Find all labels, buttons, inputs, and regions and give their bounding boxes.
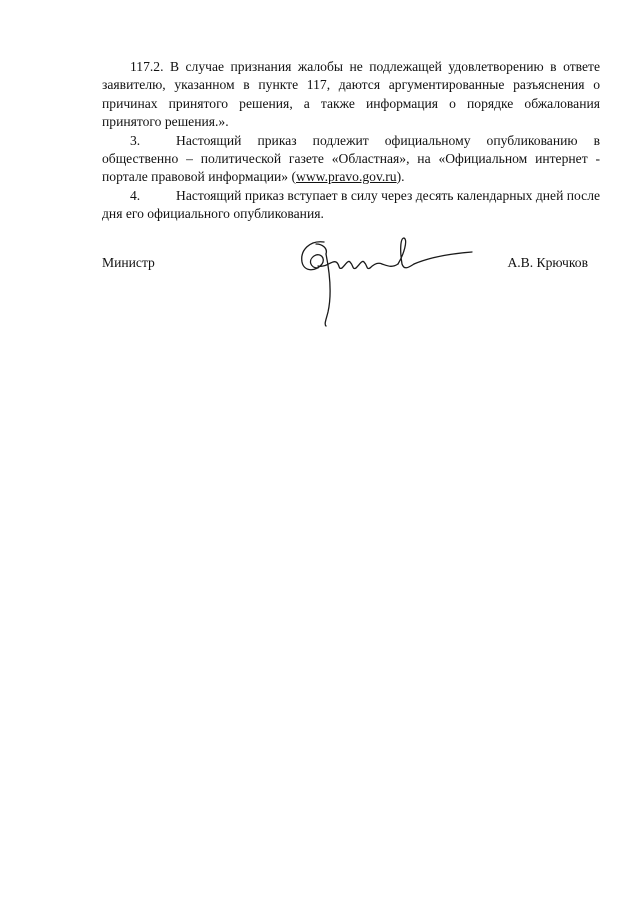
item-3-text: Настоящий приказ подлежит официальному опубликованию в общественно – политической газете «Областная», на «Официальном интернет - портале правовой информации» ( — [102, 132, 600, 185]
document-body — [102, 58, 600, 224]
item-4-number: 4. — [130, 187, 141, 203]
paragraph-117-2: 117.2. В случае признания жалобы не подлежащей удовлетворению в ответе заявителю, указанном в пункте 117, даются аргументированные разъяснения о причинах принятого решения, а также информация о порядке обжалования принятого решения.». — [102, 59, 600, 130]
handwritten-signature-icon — [296, 234, 476, 330]
signer-position: Министр — [102, 255, 155, 270]
item-4-text: Настоящий приказ вступает в силу через десять календарных дней после дня его официального опубликования. — [102, 187, 601, 222]
pravo-gov-link[interactable]: www.pravo.gov.ru — [296, 169, 397, 185]
signer-name: А.В. Крючков — [507, 255, 588, 270]
item-3-number: 3. — [130, 132, 141, 148]
paragraph-item-4 — [102, 187, 600, 224]
item-3-text-end: ). — [396, 169, 405, 185]
paragraph-item-3 — [102, 132, 600, 187]
